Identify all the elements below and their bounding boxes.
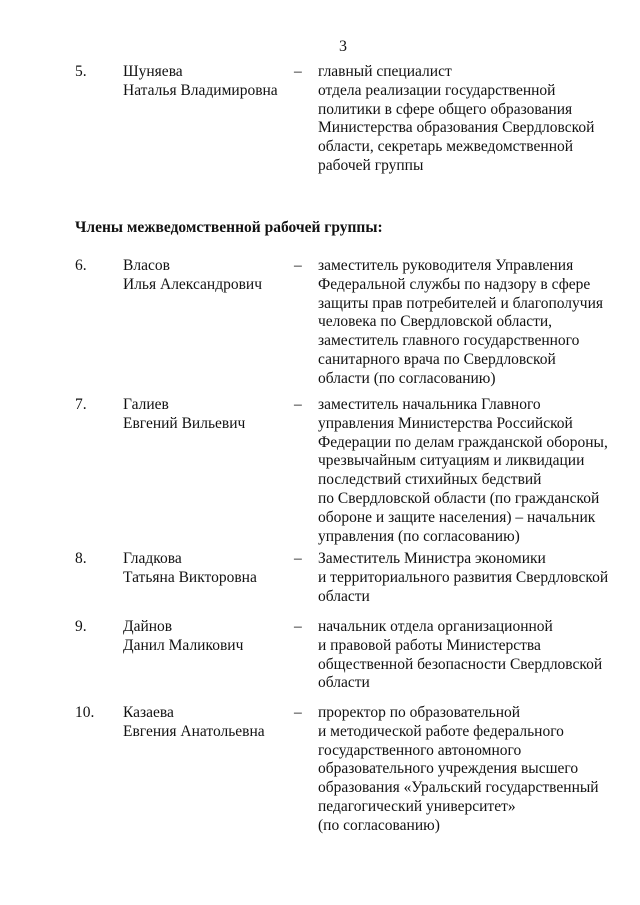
person-name — [123, 550, 257, 588]
description-line: управления (по согласованию) — [318, 527, 520, 545]
description-line: педагогический университет» — [318, 797, 516, 815]
surname: Казаева — [123, 704, 174, 721]
person-name — [123, 63, 278, 101]
dash-separator: – — [294, 396, 302, 413]
description-line: начальник отдела организационной — [318, 618, 553, 635]
page-number: 3 — [339, 38, 347, 55]
description-line: Федерации по делам гражданской обороны, — [318, 433, 608, 451]
item-number: 5. — [75, 63, 87, 80]
item-number: 10. — [75, 704, 95, 721]
description-line: главный специалист — [318, 63, 452, 80]
surname: Гладкова — [123, 550, 182, 567]
position-description — [318, 63, 594, 176]
person-name — [123, 704, 265, 742]
description-line: области — [318, 587, 370, 605]
position-description — [318, 550, 608, 606]
given-names: Татьяна Викторовна — [123, 568, 257, 586]
person-name — [123, 396, 245, 434]
description-line: образовательного учреждения высшего — [318, 760, 579, 778]
description-line: Заместитель Министра экономики — [318, 550, 546, 567]
description-line: заместитель главного государственного — [318, 332, 580, 350]
item-number: 6. — [75, 257, 87, 274]
description-line: управления Министерства Российской — [318, 414, 573, 432]
dash-separator: – — [294, 618, 302, 635]
description-line: государственного автономного — [318, 741, 522, 759]
description-line: Федеральной службы по надзору в сфере — [318, 275, 591, 293]
given-names: Евгения Анатольевна — [123, 722, 265, 740]
description-line: области — [318, 674, 370, 692]
section-heading-members: Члены межведомственной рабочей группы: — [75, 219, 383, 236]
surname: Шуняева — [123, 63, 183, 80]
description-line: общественной безопасности Свердловской — [318, 655, 603, 673]
description-line: политики в сфере общего образования — [318, 100, 573, 118]
given-names: Илья Александрович — [123, 275, 262, 293]
description-line: защиты прав потребителей и благополучия — [318, 294, 604, 312]
description-line: отдела реализации государственной — [318, 81, 556, 99]
description-line: и территориального развития Свердловской — [318, 568, 609, 586]
description-line: (по согласованию) — [318, 816, 440, 834]
description-line: обороне и защите населения) – начальник — [318, 508, 596, 526]
surname: Галиев — [123, 396, 169, 413]
description-line: и методической работе федерального — [318, 722, 564, 740]
person-name — [123, 618, 243, 656]
description-line: последствий стихийных бедствий — [318, 471, 542, 489]
description-line: по Свердловской области (по гражданской — [318, 489, 600, 507]
position-description — [318, 396, 608, 546]
description-line: человека по Свердловской области, — [318, 313, 553, 331]
person-name — [123, 257, 262, 295]
dash-separator: – — [294, 550, 302, 567]
description-line: чрезвычайным ситуациям и ликвидации — [318, 452, 585, 470]
description-line: санитарного врача по Свердловской — [318, 350, 556, 368]
position-description — [318, 257, 603, 389]
position-description — [318, 618, 602, 693]
item-number: 8. — [75, 550, 87, 567]
description-line: рабочей группы — [318, 156, 424, 174]
description-line: области, секретарь межведомственной — [318, 138, 574, 156]
description-line: проректор по образовательной — [318, 704, 521, 721]
given-names: Данил Маликович — [123, 636, 244, 654]
description-line: области (по согласованию) — [318, 369, 496, 387]
position-description — [318, 704, 599, 836]
dash-separator: – — [294, 63, 302, 80]
given-names: Наталья Владимировна — [123, 81, 278, 99]
given-names: Евгений Вильевич — [123, 414, 246, 432]
surname: Дайнов — [123, 618, 173, 635]
description-line: Министерства образования Свердловской — [318, 119, 595, 137]
surname: Власов — [123, 257, 170, 274]
item-number: 7. — [75, 396, 87, 413]
item-number: 9. — [75, 618, 87, 635]
description-line: заместитель руководителя Управления — [318, 257, 574, 274]
description-line: образования «Уральский государственный — [318, 779, 599, 797]
description-line: и правовой работы Министерства — [318, 636, 541, 654]
dash-separator: – — [294, 704, 302, 721]
description-line: заместитель начальника Главного — [318, 396, 541, 413]
dash-separator: – — [294, 257, 302, 274]
